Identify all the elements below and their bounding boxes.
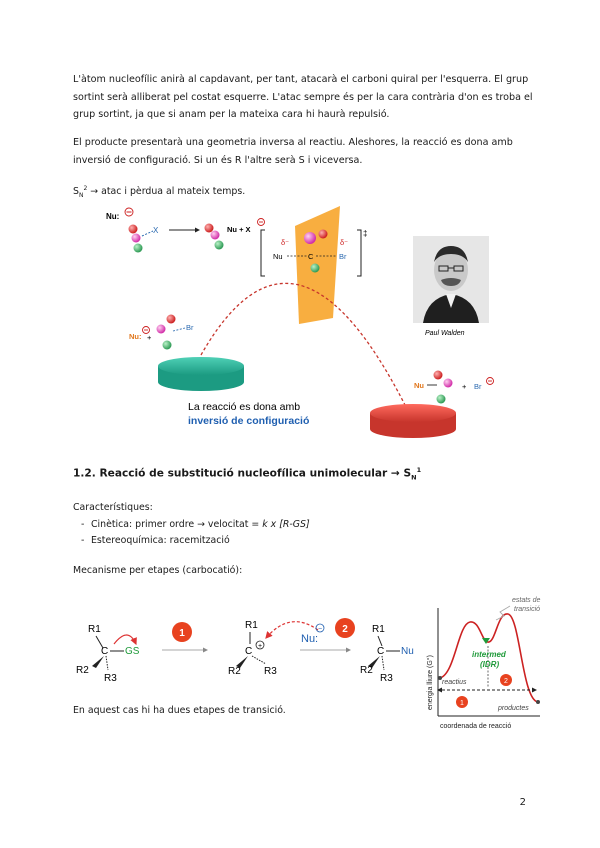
atom-pink — [132, 234, 141, 243]
product-disk — [370, 404, 456, 422]
page-number: 2 — [519, 797, 526, 808]
r2-label: R2 — [228, 666, 241, 677]
heading-sub: N — [411, 473, 417, 482]
y-axis-label: energia lliure (G°) — [427, 655, 434, 710]
r1-label: R1 — [88, 624, 101, 635]
plus-sign: + — [257, 643, 263, 650]
delta-minus-right: δ⁻ — [340, 238, 349, 247]
portrait-caption: Paul Walden — [425, 330, 465, 337]
sn2-sub: N — [78, 192, 84, 199]
ts-nu-label: Nu — [273, 252, 283, 261]
atom-pink — [304, 232, 316, 244]
intermediate-marker — [482, 638, 490, 644]
mechanism-label: Mecanisme per etapes (carbocatió): — [73, 565, 243, 576]
transition-dagger: ‡ — [363, 229, 368, 238]
ts-br-label: Br — [339, 252, 347, 261]
paragraph-inversion: El producte presentarà una geometria inversa al reactiu. Aleshores, la reacció es dona amb inversió de configuració. Si un és R l'altre serà S i viceversa. — [73, 137, 513, 166]
rate-equation: k x [R-GS] — [262, 518, 310, 530]
r3-label: R3 — [380, 673, 393, 684]
c-label: C — [101, 646, 109, 657]
sn2-s: S — [73, 186, 79, 198]
right-plus: + — [462, 382, 467, 391]
product-nu-label: Nu — [401, 646, 414, 657]
energy-step-2-number: 2 — [504, 678, 508, 685]
list-item: - Estereoquímica: racemització — [73, 533, 310, 550]
paragraph-nucleophile-attack: L'àtom nucleofílic anirà al capdavant, per tant, atacarà el carboni quiral per l'esquerra. El grup sortint serà alliberat pel costat esquerre. L'atac sempre és per la cara contrària d'on es troba el grup sortint, ja que si anam per la mateixa cara hi haurà repulsió. — [73, 74, 533, 120]
atom-pink — [211, 231, 220, 240]
atom-red — [434, 371, 443, 380]
step-2-number: 2 — [342, 624, 348, 635]
atom-green — [311, 264, 320, 273]
caption-line2: inversió de configuració — [188, 415, 310, 427]
x-label: X — [153, 226, 159, 235]
nu-label: Nu: — [301, 633, 319, 645]
intermediate-label: intermed — [472, 650, 506, 659]
atom-red — [319, 230, 328, 239]
nu-label-top: Nu: — [106, 212, 120, 221]
characteristics-label: Característiques: — [73, 502, 153, 513]
energy-step-1-number: 1 — [460, 700, 464, 707]
nu-plus-x-label: Nu + X — [227, 225, 251, 234]
characteristics-list — [73, 500, 310, 550]
step-1-number: 1 — [179, 628, 185, 639]
atom-green — [215, 241, 224, 250]
minus-sign: − — [317, 626, 323, 633]
ts-c-label: C — [308, 252, 314, 261]
atom-red — [205, 224, 214, 233]
section-heading-sn1 — [73, 466, 421, 482]
energy-states-label: estats de — [512, 597, 541, 604]
left-br-label: Br — [186, 323, 194, 332]
reactants-label: reactius — [442, 679, 467, 686]
left-nu-label: Nu: — [129, 332, 142, 341]
left-plus: + — [147, 333, 152, 342]
atom-pink — [444, 379, 453, 388]
list-item — [73, 517, 310, 534]
r2-label: R2 — [76, 665, 89, 676]
heading-sup: 1 — [416, 466, 422, 474]
atom-green — [134, 244, 143, 253]
atom-green — [437, 395, 446, 404]
products-label: productes — [498, 705, 529, 712]
energy-states-label-2: transició — [514, 606, 541, 613]
r3-label: R3 — [104, 673, 117, 684]
kinetics-text: Cinètica: primer ordre → velocitat = — [91, 518, 263, 530]
c-label: C — [245, 646, 253, 657]
right-nu-label: Nu — [414, 381, 424, 390]
gs-label: GS — [125, 646, 140, 657]
right-br-label: Br — [474, 382, 482, 391]
electron-arrow — [114, 635, 136, 644]
atom-red — [167, 315, 176, 324]
sn2-rest: → atac i pèrdua al mateix temps. — [87, 186, 246, 198]
delta-minus-left: δ⁻ — [281, 238, 290, 247]
r1-label: R1 — [372, 624, 385, 635]
closing-sentence: En aquest cas hi ha dues etapes de transició. — [73, 705, 286, 716]
idr-label: (IDR) — [480, 660, 500, 669]
atom-pink — [157, 325, 166, 334]
reactant-disk — [158, 357, 244, 375]
paul-walden-portrait — [413, 236, 489, 323]
lightning-icon — [496, 606, 510, 620]
c-label: C — [377, 646, 385, 657]
heading-main: 1.2. Reacció de substitució nucleofílica unimolecular → S — [73, 467, 412, 480]
r1-label: R1 — [245, 620, 258, 631]
r2-label: R2 — [360, 665, 373, 676]
r3-label: R3 — [264, 666, 277, 677]
x-axis-label: coordenada de reacció — [440, 723, 512, 730]
atom-red — [129, 225, 138, 234]
caption-line1: La reacció es dona amb — [188, 401, 301, 413]
atom-green — [163, 341, 172, 350]
sn2-sup: 2 — [83, 185, 88, 192]
